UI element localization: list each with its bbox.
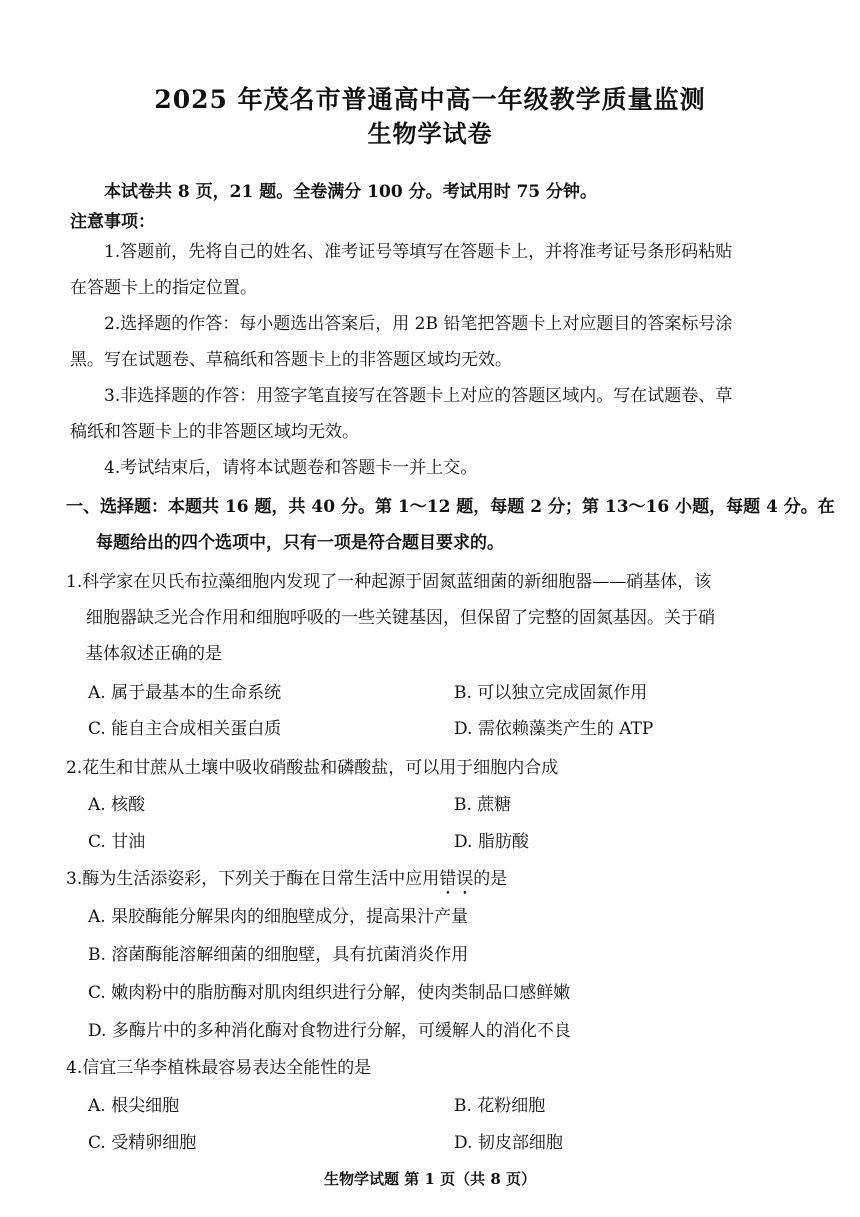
note-3-line-2: 稿纸和答题卡上的非答题区域均无效。 (70, 422, 359, 442)
q2-option-c: C. 甘油 (88, 832, 146, 852)
q4-option-a: A. 根尖细胞 (88, 1096, 180, 1116)
q3-option-a: A. 果胶酶能分解果肉的细胞壁成分，提高果汁产量 (88, 907, 469, 927)
exam-subtitle: 生物学试卷 (367, 119, 493, 148)
section-1-heading-line-1: 一、选择题：本题共 16 题，共 40 分。第 1～12 题，每题 2 分；第 13～16 小题，每题 4 分。在 (66, 497, 835, 517)
q4-stem: 4.信宜三华李植株最容易表达全能性的是 (66, 1058, 372, 1078)
note-2-line-2: 黑。写在试题卷、草稿纸和答题卡上的非答题区域均无效。 (70, 350, 512, 370)
exam-title: 2025 年茂名市普通高中高一年级教学质量监测 (154, 85, 706, 114)
note-2-line-1: 2.选择题的作答：每小题选出答案后，用 2B 铅笔把答题卡上对应题目的答案标号涂 (104, 314, 733, 334)
q3-option-b: B. 溶菌酶能溶解细菌的细胞壁，具有抗菌消炎作用 (88, 945, 469, 965)
notes-title: 注意事项： (70, 212, 155, 232)
q1-stem-line-2: 细胞器缺乏光合作用和细胞呼吸的一些关键基因，但保留了完整的固氮基因。关于硝 (86, 608, 715, 628)
q3-option-d: D. 多酶片中的多种消化酶对食物进行分解，可缓解人的消化不良 (88, 1021, 571, 1041)
section-1-heading-line-2: 每题给出的四个选项中，只有一项是符合题目要求的。 (96, 533, 504, 553)
q1-stem-line-1: 1.科学家在贝氏布拉藻细胞内发现了一种起源于固氮蓝细菌的新细胞器——硝基体，该 (66, 572, 712, 592)
q3-stem-suffix: 的是 (473, 869, 508, 889)
q2-option-a: A. 核酸 (88, 795, 146, 815)
note-1-line-2: 在答题卡上的指定位置。 (70, 278, 257, 298)
q3-stem-prefix: 3.酶为生活添姿彩，下列关于酶在日常生活中应用 (66, 869, 440, 889)
q2-option-b: B. 蔗糖 (454, 795, 512, 815)
q1-option-d: D. 需依赖藻类产生的 ATP (454, 719, 654, 739)
note-1-line-1: 1.答题前，先将自己的姓名、准考证号等填写在答题卡上，并将准考证号条形码粘贴 (104, 242, 733, 262)
q1-option-b: B. 可以独立完成固氮作用 (454, 683, 648, 703)
q3-stem (66, 868, 507, 899)
q1-option-a: A. 属于最基本的生命系统 (88, 683, 282, 703)
q4-option-c: C. 受精卵细胞 (88, 1133, 197, 1153)
q1-option-c: C. 能自主合成相关蛋白质 (88, 719, 282, 739)
q3-option-c: C. 嫩肉粉中的脂肪酶对肌肉组织进行分解，使肉类制品口感鲜嫩 (88, 983, 571, 1003)
note-4: 4.考试结束后，请将本试题卷和答题卡一并上交。 (104, 458, 478, 478)
exam-summary: 本试卷共 8 页，21 题。全卷满分 100 分。考试用时 75 分钟。 (104, 182, 598, 202)
q4-option-d: D. 韧皮部细胞 (454, 1133, 563, 1153)
q2-stem: 2.花生和甘蔗从土壤中吸收硝酸盐和磷酸盐，可以用于细胞内合成 (66, 758, 559, 778)
q3-stem-emphasis: 错误 (439, 869, 474, 889)
q1-stem-line-3: 基体叙述正确的是 (86, 644, 222, 664)
note-3-line-1: 3.非选择题的作答：用签字笔直接写在答题卡上对应的答题区域内。写在试题卷、草 (104, 386, 733, 406)
q4-option-b: B. 花粉细胞 (454, 1096, 546, 1116)
page-footer: 生物学试题 第 1 页（共 8 页） (324, 1170, 536, 1188)
q2-option-d: D. 脂肪酸 (454, 832, 529, 852)
